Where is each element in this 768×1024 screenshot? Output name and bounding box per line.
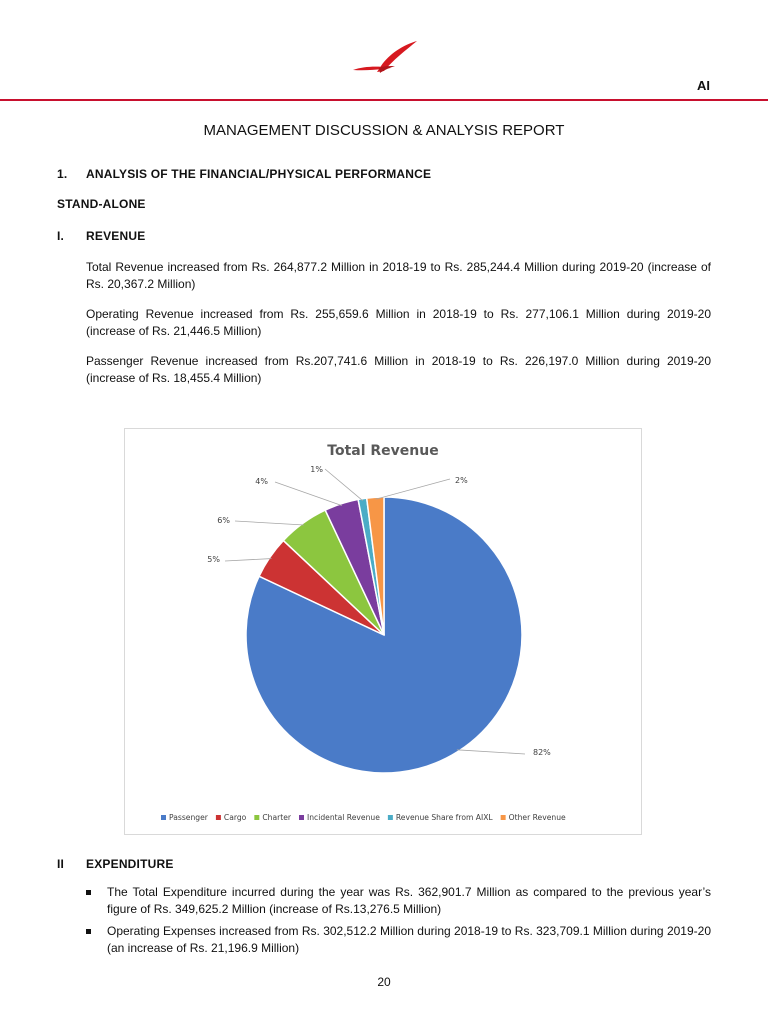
legend-label: Revenue Share from AIXL bbox=[395, 813, 493, 822]
pie-chart bbox=[125, 429, 641, 834]
bullet-text: Operating Expenses increased from Rs. 302,512.2 Million during 2018-19 to Rs. 323,709.1 Million during 2019-20 (an increase of Rs. 21,196.9 Million) bbox=[107, 924, 711, 955]
data-label: 5% bbox=[207, 555, 220, 564]
expenditure-bullets bbox=[86, 884, 711, 962]
data-label: 6% bbox=[217, 516, 230, 525]
bullet-square-icon bbox=[86, 929, 91, 934]
legend-swatch bbox=[161, 815, 166, 820]
page-number: 20 bbox=[377, 975, 391, 989]
data-label: 82% bbox=[533, 748, 551, 757]
revenue-paragraph-operating: Operating Revenue increased from Rs. 255,659.6 Million in 2018-19 to Rs. 277,106.1 Million during 2019-20 (increase of Rs. 21,446.5 Million) bbox=[86, 307, 711, 338]
header-rule bbox=[0, 99, 768, 101]
legend-swatch bbox=[254, 815, 259, 820]
revenue-paragraph-total: Total Revenue increased from Rs. 264,877.2 Million in 2018-19 to Rs. 285,244.4 Million during 2019-20 (increase of Rs. 20,367.2 Million) bbox=[86, 260, 711, 291]
legend-label: Passenger bbox=[169, 813, 208, 822]
chart-title: Total Revenue bbox=[327, 443, 439, 459]
bullet-square-icon bbox=[86, 890, 91, 895]
legend-swatch bbox=[299, 815, 304, 820]
leader-line bbox=[275, 482, 342, 506]
report-title: MANAGEMENT DISCUSSION & ANALYSIS REPORT bbox=[203, 122, 565, 139]
data-label: 4% bbox=[255, 477, 268, 486]
legend-label: Other Revenue bbox=[508, 813, 566, 822]
expenditure-bullet bbox=[86, 884, 711, 918]
legend-swatch bbox=[388, 815, 393, 820]
revenue-number: I. bbox=[57, 229, 65, 243]
leader-line bbox=[235, 521, 304, 525]
expenditure-number: II bbox=[57, 857, 65, 871]
leader-line bbox=[325, 469, 363, 501]
section-title: ANALYSIS OF THE FINANCIAL/PHYSICAL PERFORMANCE bbox=[86, 167, 432, 181]
expenditure-bullet bbox=[86, 923, 711, 957]
legend-swatch bbox=[501, 815, 506, 820]
subheading-standalone: STAND-ALONE bbox=[57, 197, 146, 211]
airline-logo bbox=[351, 40, 421, 78]
revenue-chart bbox=[124, 428, 642, 835]
revenue-paragraph-passenger: Passenger Revenue increased from Rs.207,741.6 Million in 2018-19 to Rs. 226,197.0 Million during 2019-20 (increase of Rs. 18,455.4 Million) bbox=[86, 354, 711, 385]
section-number: 1. bbox=[57, 167, 68, 181]
expenditure-heading: EXPENDITURE bbox=[86, 857, 174, 871]
brand-code: AI bbox=[697, 78, 710, 93]
leader-line bbox=[375, 479, 450, 499]
legend-label: Incidental Revenue bbox=[307, 813, 380, 822]
data-label: 2% bbox=[455, 476, 468, 485]
legend-label: Charter bbox=[262, 813, 291, 822]
legend-swatch bbox=[216, 815, 221, 820]
leader-line bbox=[457, 750, 525, 754]
bullet-text: The Total Expenditure incurred during the year was Rs. 362,901.7 Million as compared to the previous year’s figure of Rs. 349,625.2 Million (increase of Rs.13,276.5 Million) bbox=[107, 885, 711, 916]
data-label: 1% bbox=[310, 465, 323, 474]
revenue-heading: REVENUE bbox=[86, 229, 146, 243]
leader-line bbox=[225, 559, 272, 561]
legend-label: Cargo bbox=[223, 813, 247, 822]
